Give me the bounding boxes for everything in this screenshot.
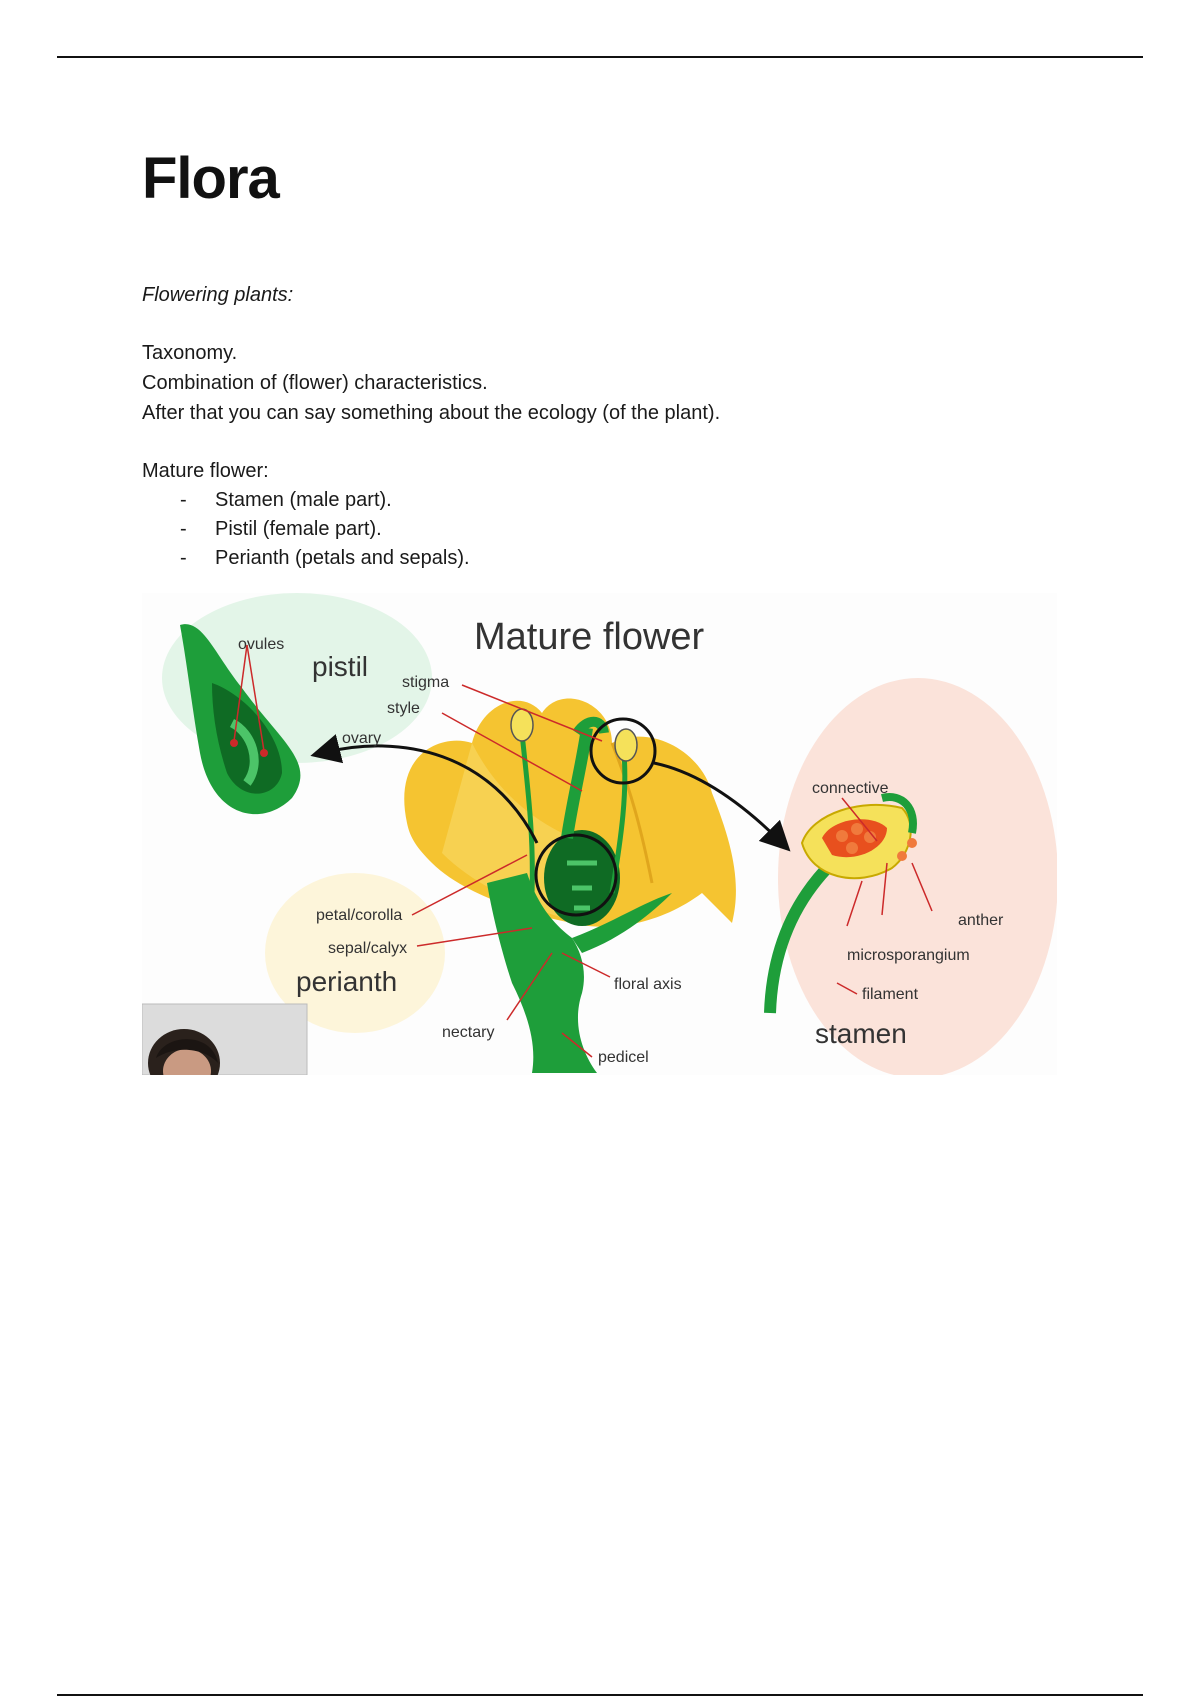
ovules-label: ovules xyxy=(238,636,285,653)
paragraph-line: Combination of (flower) characteristics. xyxy=(142,372,488,394)
pistil-label: pistil xyxy=(312,651,369,682)
bullet-dash: - xyxy=(180,518,187,540)
connective-label: connective xyxy=(812,780,889,797)
bullet-text: Stamen (male part). xyxy=(215,489,392,511)
list-heading: Mature flower: xyxy=(142,460,269,482)
stamen-label: stamen xyxy=(815,1018,907,1049)
webcam-thumbnail xyxy=(142,1004,307,1075)
nectary-label: nectary xyxy=(442,1024,495,1041)
perianth-label: perianth xyxy=(296,966,398,997)
intro-paragraph xyxy=(142,338,720,428)
subtitle: Flowering plants: xyxy=(142,284,294,306)
bullet-text: Pistil (female part). xyxy=(215,518,382,540)
ovary-label: ovary xyxy=(342,730,382,747)
bullet-dash: - xyxy=(180,547,187,569)
anther-label: anther xyxy=(958,912,1004,929)
petal-label: petal/corolla xyxy=(316,907,403,924)
microsporangium-label: microsporangium xyxy=(847,947,970,964)
paragraph-line: After that you can say something about the ecology (of the plant). xyxy=(142,402,721,424)
filament-label: filament xyxy=(862,986,919,1003)
page-title: Flora xyxy=(142,146,279,211)
diagram-heading: Mature flower xyxy=(474,616,705,658)
stigma-label: stigma xyxy=(402,674,450,691)
paragraph-line: Taxonomy. xyxy=(142,342,238,364)
floral-axis-label: floral axis xyxy=(614,976,682,993)
bottom-rule xyxy=(57,1694,1143,1696)
bullet-dash: - xyxy=(180,489,187,511)
top-rule xyxy=(57,56,1143,58)
style-label: style xyxy=(387,700,420,717)
flower-diagram xyxy=(142,593,1057,1075)
sepal-label: sepal/calyx xyxy=(328,940,408,957)
pedicel-label: pedicel xyxy=(598,1049,649,1066)
bullet-text: Perianth (petals and sepals). xyxy=(215,547,470,569)
